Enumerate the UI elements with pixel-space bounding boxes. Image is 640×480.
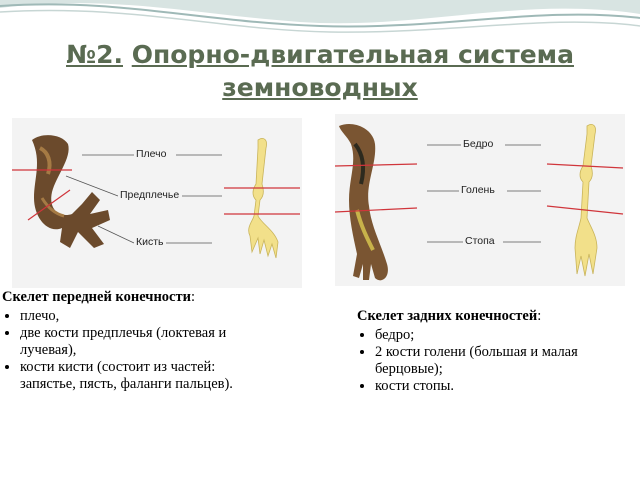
front-limb-drawing	[12, 118, 302, 288]
label-stopa: Стопа	[465, 235, 495, 247]
list-item: • бедро;	[375, 327, 632, 344]
label-bedro: Бедро	[463, 138, 494, 150]
list-item: • 2 кости голени (большая и малая берцовые);	[375, 344, 632, 378]
front-caption-list	[2, 308, 267, 393]
title-number: №2.	[66, 40, 123, 69]
label-golen: Голень	[461, 184, 495, 196]
hind-limb-illustration	[335, 114, 625, 286]
title-line2: земноводных	[222, 73, 418, 102]
hind-caption-heading: Скелет задних конечностей	[357, 308, 538, 324]
hind-caption-colon: :	[537, 308, 542, 324]
hind-limb-caption	[357, 308, 632, 395]
label-plecho: Плечо	[136, 148, 167, 160]
label-kist: Кисть	[136, 236, 164, 248]
front-limb-caption	[2, 289, 267, 393]
title-line1: Опорно-двигательная система	[131, 40, 574, 69]
list-item: • две кости предплечья (локтевая и лучевая),	[20, 325, 267, 359]
front-caption-colon: :	[190, 289, 195, 305]
front-caption-heading: Скелет передней конечности	[2, 289, 191, 305]
list-item: • кости стопы.	[375, 378, 632, 395]
list-item: • плечо,	[20, 308, 267, 325]
hind-caption-list	[357, 327, 632, 395]
label-predplechye: Предплечье	[120, 189, 180, 201]
front-limb-illustration	[12, 118, 302, 288]
page-title	[0, 38, 640, 104]
list-item: • кости кисти (состоит из частей: запястье, пясть, фаланги пальцев).	[20, 359, 267, 393]
